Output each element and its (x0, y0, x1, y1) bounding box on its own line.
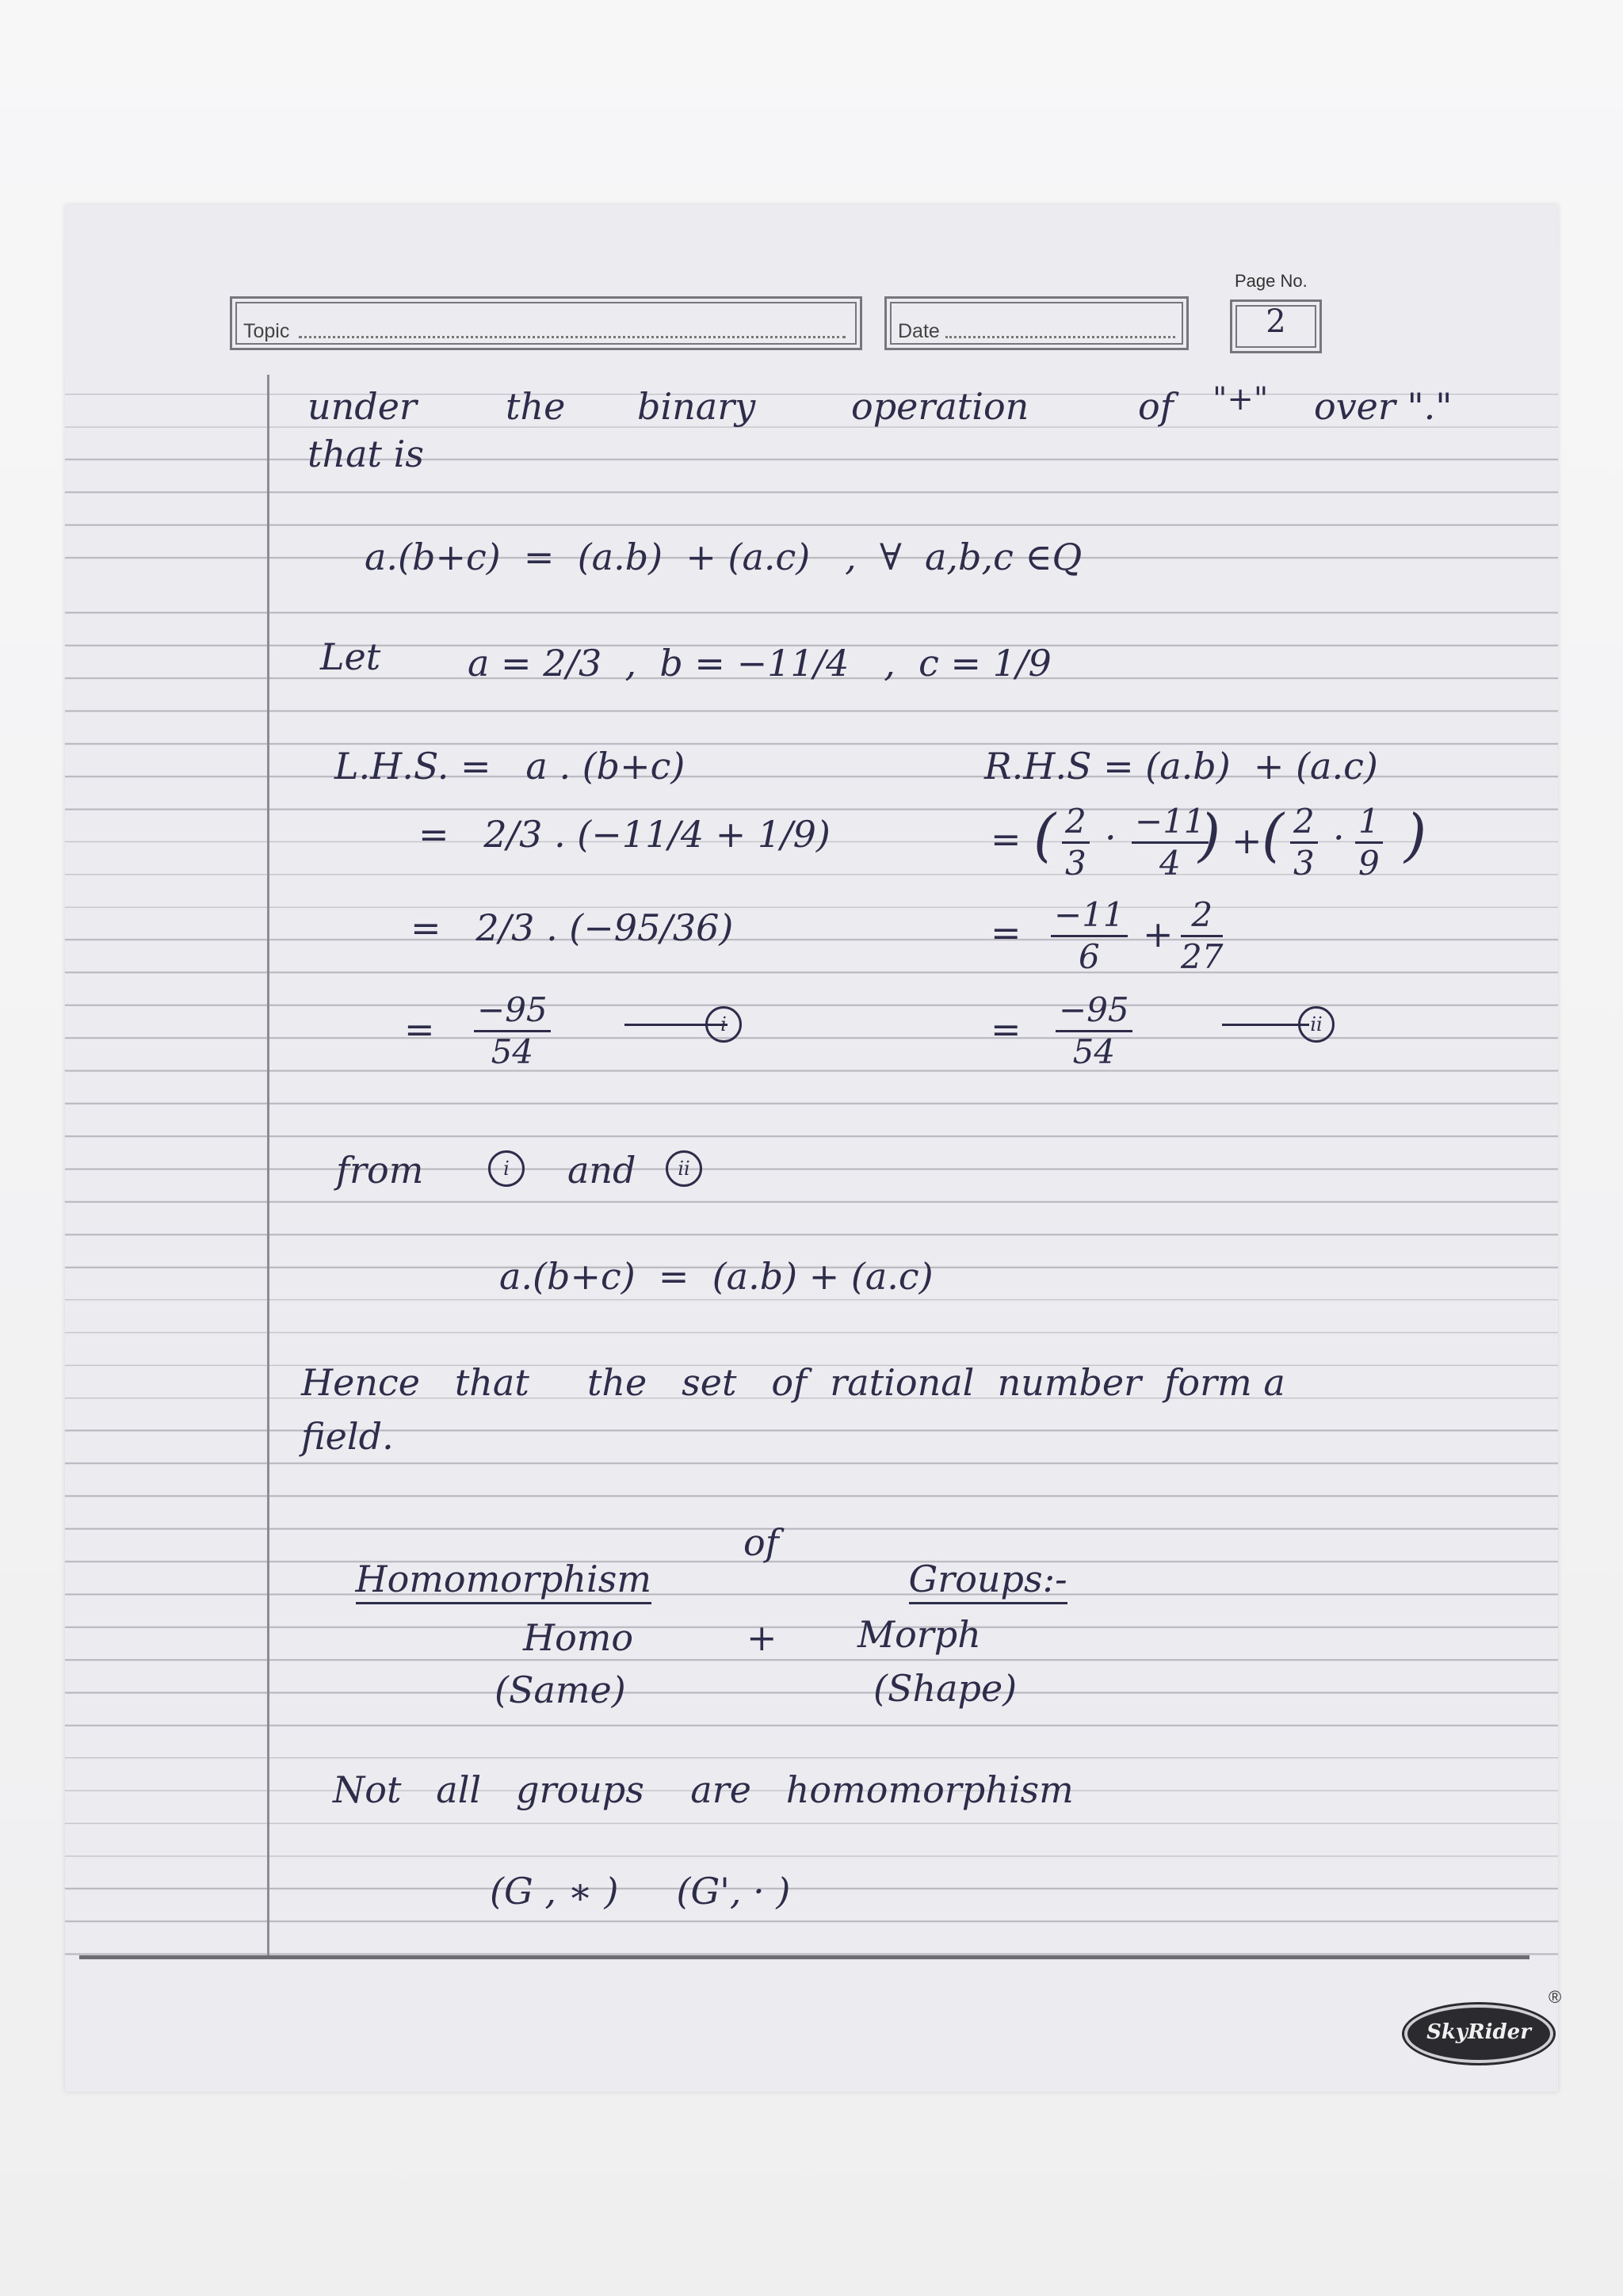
rhs-fraction-neg11-4: $\frac{-11}{4}$ (1132, 805, 1209, 880)
lhs-result-fraction (474, 990, 551, 1071)
rhs-close-paren-2: ) (1404, 802, 1427, 868)
topic-label: Topic (243, 320, 290, 342)
rhs-fraction-1-9: $\frac{1}{9}$ (1355, 805, 1383, 880)
page-no-box (1230, 299, 1322, 353)
lhs-result-equals: = (404, 1008, 435, 1051)
intro-word-the: the (506, 385, 566, 428)
rhs-line-3-equals: = (991, 911, 1022, 954)
lhs-line-1: L.H.S. = a . (b+c) (334, 745, 685, 788)
rhs-fraction-2-3-a: $\frac{2}{3}$ (1062, 805, 1090, 880)
conclusion-equation: a.(b+c) = (a.b) + (a.c) (499, 1255, 934, 1298)
registered-mark: ® (1549, 1987, 1562, 2007)
rhs-line-2-equals: = (991, 818, 1022, 860)
brand-name: SkyRider (1426, 2020, 1531, 2044)
from-marker-i: i (488, 1150, 525, 1187)
intro-word-operation: operation (851, 385, 1029, 428)
rhs-result-equals: = (991, 1008, 1022, 1051)
notebook-page (65, 204, 1562, 2092)
from-marker-ii: ii (666, 1150, 702, 1187)
rhs-result-denominator: 54 (1072, 1032, 1116, 1071)
groups-notation: (G , ∗ ) (G', · ) (490, 1870, 791, 1913)
rhs-dot-2: · (1333, 816, 1345, 859)
intro-that-is: that is (307, 433, 424, 475)
page-footer-area (65, 1959, 1558, 2092)
date-box (884, 296, 1189, 350)
page-no-value: 2 (1266, 303, 1286, 340)
distributive-law: a.(b+c) = (a.b) + (a.c) , ∀ a,b,c ∈Q (365, 536, 1083, 578)
let-values: a = 2/3 , b = −11/4 , c = 1/9 (468, 642, 1052, 685)
intro-over-dot: over "." (1314, 385, 1453, 428)
lhs-line-2: = 2/3 . (−11/4 + 1/9) (418, 813, 831, 856)
intro-word-binary: binary (637, 385, 756, 428)
heading-groups: Groups:- (862, 1524, 1067, 1634)
rhs-open-paren-2: ( (1262, 802, 1285, 868)
rhs-marker-ii: ii (1298, 1006, 1335, 1043)
morph-meaning: (Shape) (873, 1667, 1018, 1710)
rhs-marker-dash (1222, 1024, 1309, 1026)
topic-box (230, 296, 862, 350)
heading-of: of (743, 1521, 779, 1564)
date-label: Date (898, 320, 940, 342)
lhs-result-denominator: 54 (491, 1032, 534, 1071)
from-and: and (567, 1149, 636, 1192)
page-no-label: Page No. (1235, 271, 1308, 291)
rhs-plus-2: + (1143, 913, 1174, 955)
homo-plus: + (747, 1616, 777, 1659)
footer-line (79, 1955, 1529, 1959)
lhs-line-3: = 2/3 . (−95/36) (411, 906, 734, 949)
rhs-plus-1: + (1232, 819, 1262, 862)
rhs-dot-1: · (1105, 816, 1117, 859)
let-label: Let (320, 635, 381, 678)
rhs-line-1: R.H.S = (a.b) + (a.c) (984, 745, 1378, 788)
rhs-fraction-2-3-b: $\frac{2}{3}$ (1290, 805, 1318, 880)
rhs-result-numerator: −95 (1056, 994, 1132, 1032)
intro-word-of: of (1138, 385, 1174, 428)
rhs-close-paren-1: ) (1198, 802, 1221, 868)
morph-word: Morph (857, 1613, 981, 1656)
rhs-fraction-neg11-6: $\frac{-11}{6}$ (1051, 898, 1128, 974)
margin-line (267, 375, 269, 2092)
lhs-result-numerator: −95 (474, 994, 551, 1032)
date-dots (945, 334, 1175, 338)
rhs-result-fraction (1056, 990, 1132, 1071)
not-all-groups: Not all groups are homomorphism (333, 1768, 1074, 1811)
homo-meaning: (Same) (495, 1669, 626, 1711)
rhs-open-paren-1: ( (1033, 802, 1056, 868)
topic-dots (299, 334, 846, 338)
rhs-fraction-2-27: $\frac{2}{27}$ (1181, 895, 1224, 976)
homo-word: Homo (523, 1616, 634, 1659)
heading-homomorphism: Homomorphism (309, 1524, 651, 1634)
from-word: from (336, 1149, 424, 1192)
skyrider-logo (1404, 2004, 1553, 2063)
lhs-marker-i: i (705, 1006, 742, 1043)
hence-line-1: Hence that the set of rational number form a (301, 1361, 1285, 1404)
hence-line-2: field. (301, 1415, 394, 1458)
intro-word-under: under (307, 385, 417, 428)
intro-plus-operator: "+" (1212, 381, 1269, 418)
